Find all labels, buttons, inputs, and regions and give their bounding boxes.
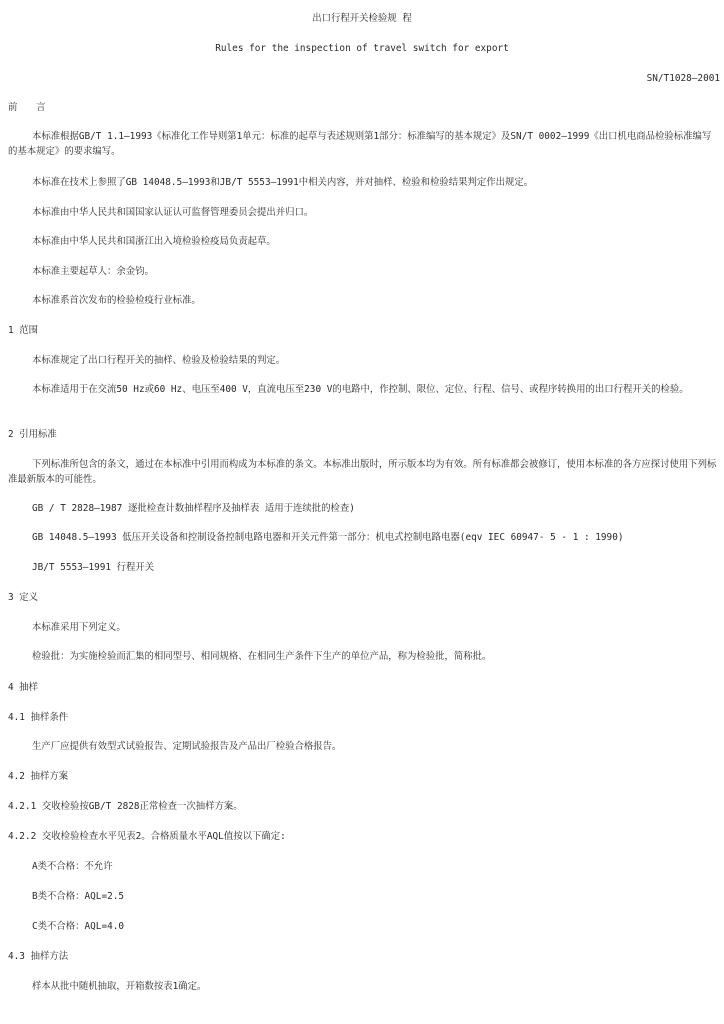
title-cn: 出口行程开关检验规 程 — [312, 13, 412, 24]
foreword-paragraph-2: 本标准在技术上参照了GB 14048.5—1993和JB/T 5553—1991中相关内容，并对抽样、检验和检验结果判定作出规定。 — [32, 177, 534, 188]
section-4-1-paragraph: 生产厂应提供有效型式试验报告、定期试验报告及产品出厂检验合格报告。 — [32, 741, 342, 752]
section-3-paragraph-1: 本标准采用下列定义。 — [32, 622, 126, 633]
section-1-paragraph-2: 本标准适用于在交流50 Hz或60 Hz、电压至400 V，直流电压至230 V的电路中，作控制、限位、定位、行程、信号、或程序转换用的出口行程开关的检验。 — [32, 384, 689, 395]
section-1-heading: 1 范围 — [8, 325, 39, 336]
clause-4-2-1: 4.2.1 交收检验按GB/T 2828正常检查一次抽样方案。 — [8, 801, 243, 812]
reference-jb5553: JB/T 5553—1991 行程开关 — [32, 562, 155, 573]
reference-gb14048: GB 14048.5—1993 低压开关设备和控制设备控制电路电器和开关元件第一部分：机电式控制电路电器(eqv IEC 60947- 5 - 1 : 1990) — [32, 532, 624, 543]
class-b-aql: B类不合格：AQL=2.5 — [32, 891, 125, 902]
foreword-paragraph-3: 本标准由中华人民共和国国家认证认可监督管理委员会提出并归口。 — [32, 207, 314, 218]
section-1-paragraph-1: 本标准规定了出口行程开关的抽样、检验及检验结果的判定。 — [32, 355, 286, 366]
foreword-paragraph-4: 本标准由中华人民共和国浙江出入境检验检疫局负责起草。 — [32, 236, 276, 247]
section-4-heading: 4 抽样 — [8, 682, 39, 693]
section-4-1-heading: 4.1 抽样条件 — [8, 712, 69, 723]
section-3-paragraph-2: 检验批：为实施检验而汇集的相同型号、相同规格、在相同生产条件下生产的单位产品，称为检验批，简称批。 — [32, 651, 492, 662]
reference-gb2828: GB / T 2828—1987 逐批检查计数抽样程序及抽样表 适用于连续批的检查) — [32, 503, 355, 514]
foreword-paragraph-6: 本标准系首次发布的检验检疫行业标准。 — [32, 295, 201, 306]
clause-4-2-2: 4.2.2 交收检验检查水平见表2。合格质量水平AQL值按以下确定: — [8, 831, 286, 842]
section-3-heading: 3 定义 — [8, 592, 39, 603]
standard-code: SN/T1028—2001 — [646, 73, 720, 84]
section-2-paragraph: 下列标准所包含的条文，通过在本标准中引用而构成为本标准的条文。本标准出版时，所示版本均为有效。所有标准都会被修订，使用本标准的各方应探讨使用下列标准最新版本的可能性。 — [8, 459, 717, 485]
class-c-aql: C类不合格：AQL=4.0 — [32, 921, 125, 932]
title-en: Rules for the inspection of travel switch for export — [215, 43, 509, 54]
foreword-paragraph-1: 本标准根据GB/T 1.1—1993《标准化工作导则第1单元：标准的起草与表述规则第1部分：标准编写的基本规定》及SN/T 0002—1999《出口机电商品检验标准编写的基本规定》的要求编写。 — [8, 131, 712, 157]
section-4-3-paragraph: 样本从批中随机抽取，开箱数按表1确定。 — [32, 981, 207, 992]
class-a-aql: A类不合格：不允许 — [32, 861, 113, 872]
section-4-2-heading: 4.2 抽样方案 — [8, 771, 69, 782]
foreword-paragraph-5: 本标准主要起草人：余金钧。 — [32, 266, 154, 277]
section-4-3-heading: 4.3 抽样方法 — [8, 951, 69, 962]
section-2-heading: 2 引用标准 — [8, 429, 57, 440]
foreword-heading: 前 言 — [8, 102, 46, 113]
